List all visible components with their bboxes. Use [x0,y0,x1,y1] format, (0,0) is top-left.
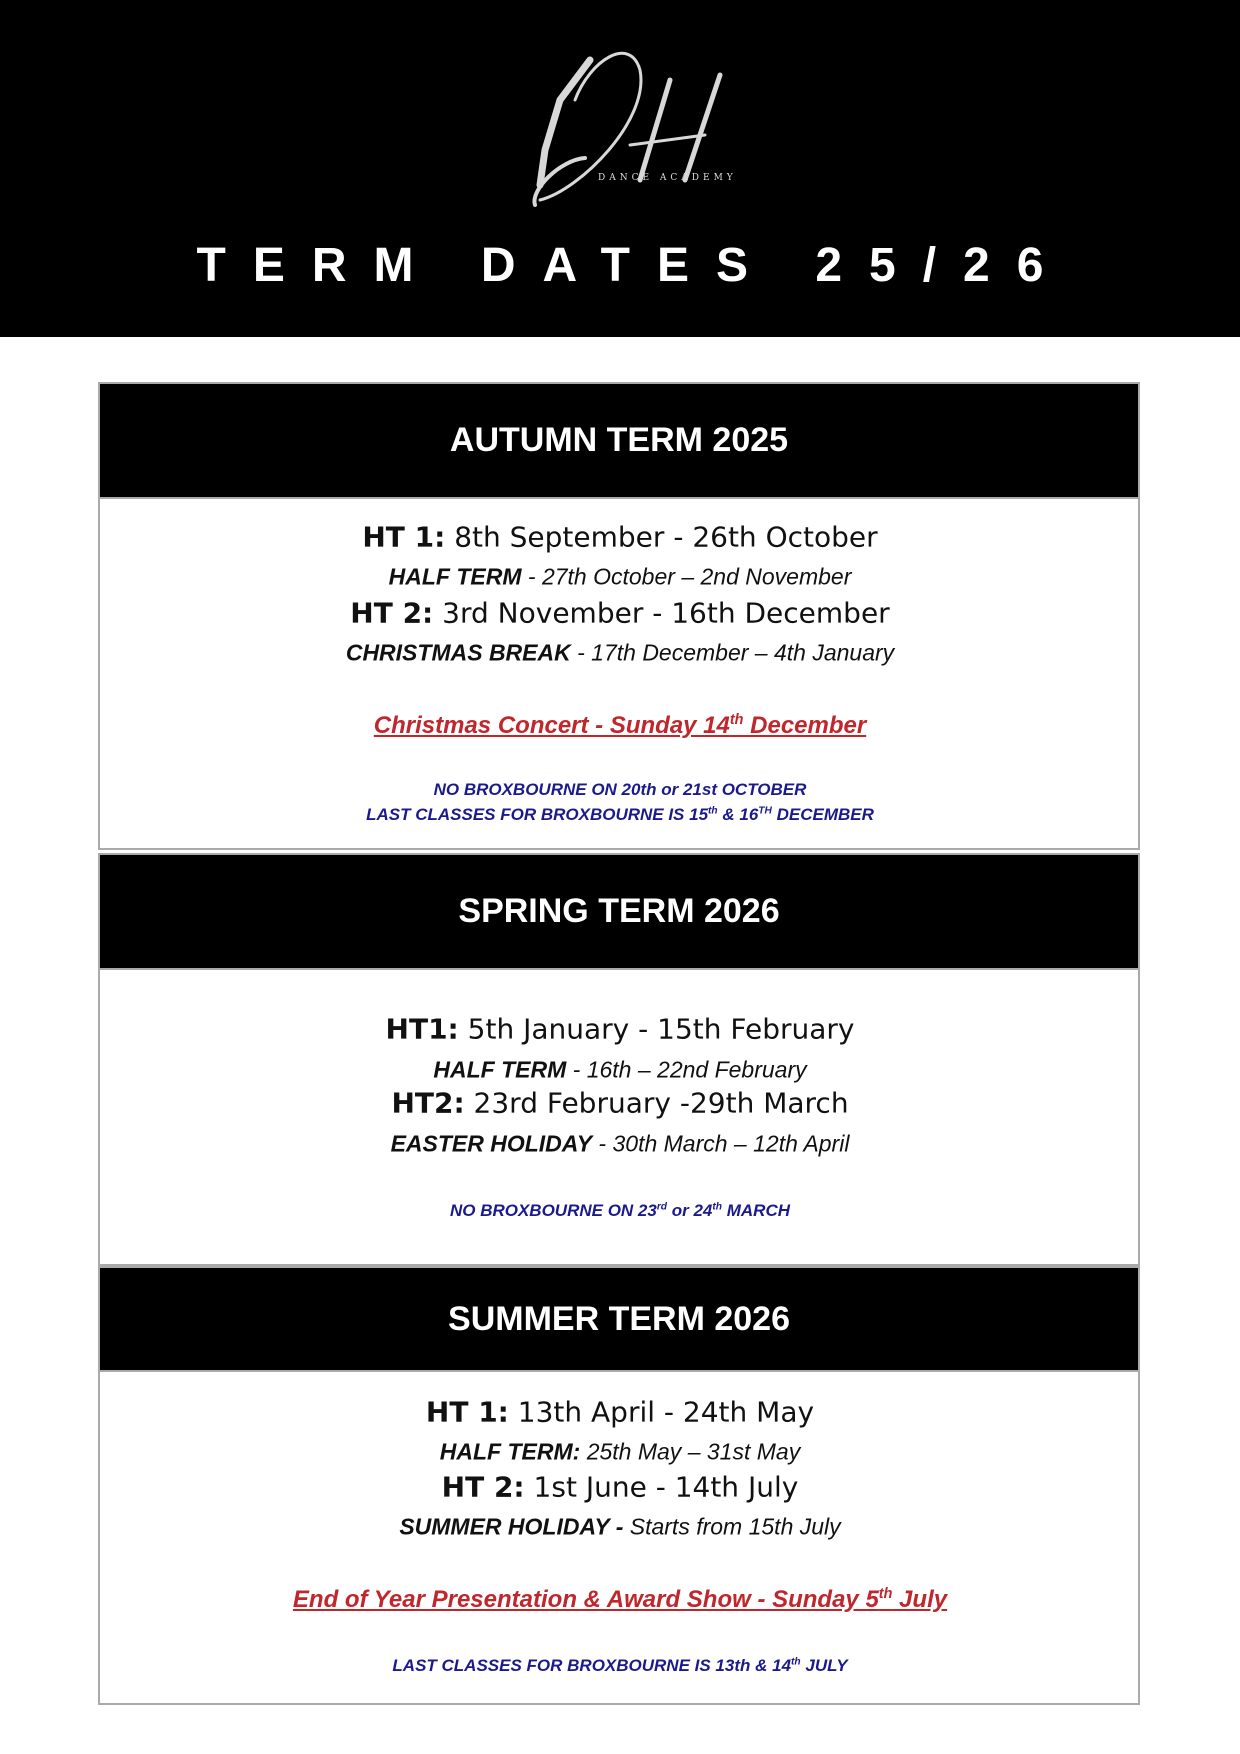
dh-logo [520,40,760,215]
autumn-heading: AUTUMN TERM 2025 [98,382,1140,499]
logo-subtitle: DANCE ACADEMY [598,173,737,183]
autumn-ht1: HT 1: 8th September - 26th October [362,520,878,554]
summer-ht2: HT 2: 1st June - 14th July [441,1470,799,1504]
summer-half-term: HALF TERM: 25th May – 31st May [439,1438,801,1465]
autumn-event: Christmas Concert - Sunday 14th December [373,712,867,739]
autumn-note-2: LAST CLASSES FOR BROXBOURNE IS 15th & 16TH DECEMBER [366,805,874,824]
summer-ht1: HT 1: 13th April - 24th May [425,1395,815,1429]
spring-half-term: HALF TERM - 16th – 22nd February [433,1056,807,1083]
page-title: TERM DATES 25/26 [196,239,1071,292]
summer-note: LAST CLASSES FOR BROXBOURNE IS 13th & 14th JULY [392,1656,848,1675]
summer-event: End of Year Presentation & Award Show - Sunday 5th July [292,1586,948,1613]
summer-heading: SUMMER TERM 2026 [98,1266,1140,1372]
spring-heading: SPRING TERM 2026 [98,853,1140,970]
autumn-ht2: HT 2: 3rd November - 16th December [350,596,890,630]
spring-ht1: HT1: 5th January - 15th February [385,1012,855,1046]
autumn-note-1: NO BROXBOURNE ON 20th or 21st OCTOBER [433,780,807,799]
summer-break: SUMMER HOLIDAY - Starts from 15th July [399,1513,841,1540]
spring-note: NO BROXBOURNE ON 23rd or 24th MARCH [449,1201,791,1220]
spring-break: EASTER HOLIDAY - 30th March – 12th April [390,1130,850,1157]
spring-ht2: HT2: 23rd February -29th March [391,1086,849,1120]
autumn-break: CHRISTMAS BREAK - 17th December – 4th January [345,639,895,666]
autumn-half-term: HALF TERM - 27th October – 2nd November [388,563,852,590]
header-banner [0,0,1240,337]
